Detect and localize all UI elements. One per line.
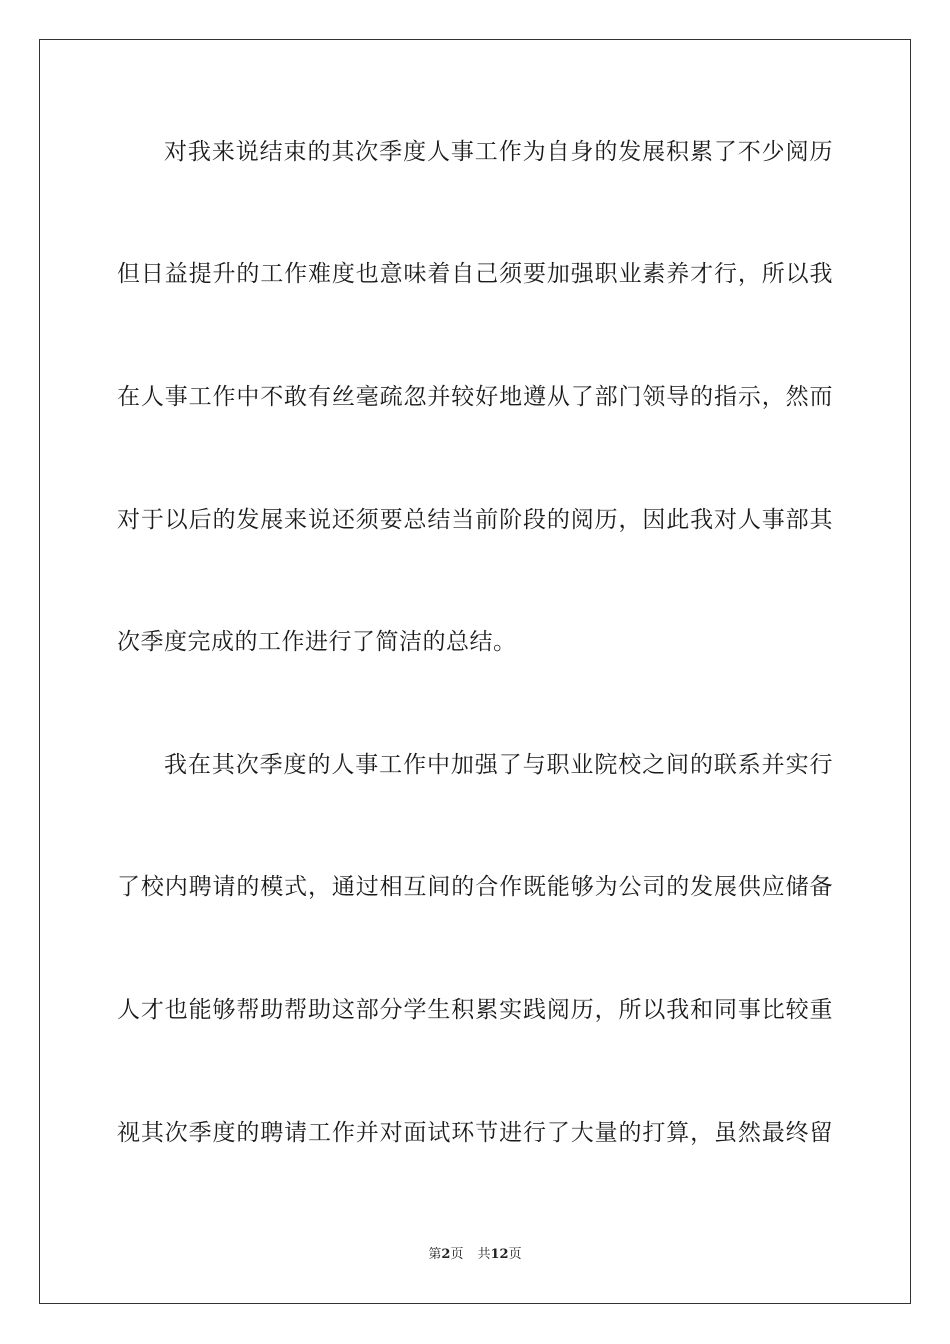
paragraph-1-line-3: 在人事工作中不敢有丝毫疏忽并较好地遵从了部门领导的指示，然而: [117, 384, 833, 410]
paragraph-1-line-5: 次季度完成的工作进行了简洁的总结。: [117, 629, 517, 655]
paragraph-2-line-1: 我在其次季度的人事工作中加强了与职业院校之间的联系并实行: [164, 752, 833, 778]
footer-current-page: 2: [441, 1247, 451, 1262]
paragraph-1-line-1: 对我来说结束的其次季度人事工作为自身的发展积累了不少阅历: [164, 139, 833, 165]
footer-page-suffix: 页: [450, 1247, 464, 1262]
paragraph-2-line-3: 人才也能够帮助帮助这部分学生积累实践阅历，所以我和同事比较重: [117, 997, 833, 1023]
footer-prefix: 第: [428, 1247, 442, 1262]
footer-total-pages: 12: [490, 1247, 509, 1262]
paragraph-1-line-4: 对于以后的发展来说还须要总结当前阶段的阅历，因此我对人事部其: [117, 507, 833, 533]
paragraph-2-line-4: 视其次季度的聘请工作并对面试环节进行了大量的打算，虽然最终留: [117, 1120, 833, 1146]
footer-total-suffix: 页: [508, 1247, 522, 1262]
footer-total-prefix: 共: [477, 1247, 491, 1262]
paragraph-2-line-2: 了校内聘请的模式，通过相互间的合作既能够为公司的发展供应储备: [117, 874, 833, 900]
paragraph-1-line-2: 但日益提升的工作难度也意味着自己须要加强职业素养才行，所以我: [117, 261, 833, 287]
page-footer: [0, 1246, 950, 1264]
page-border: [39, 39, 911, 1304]
